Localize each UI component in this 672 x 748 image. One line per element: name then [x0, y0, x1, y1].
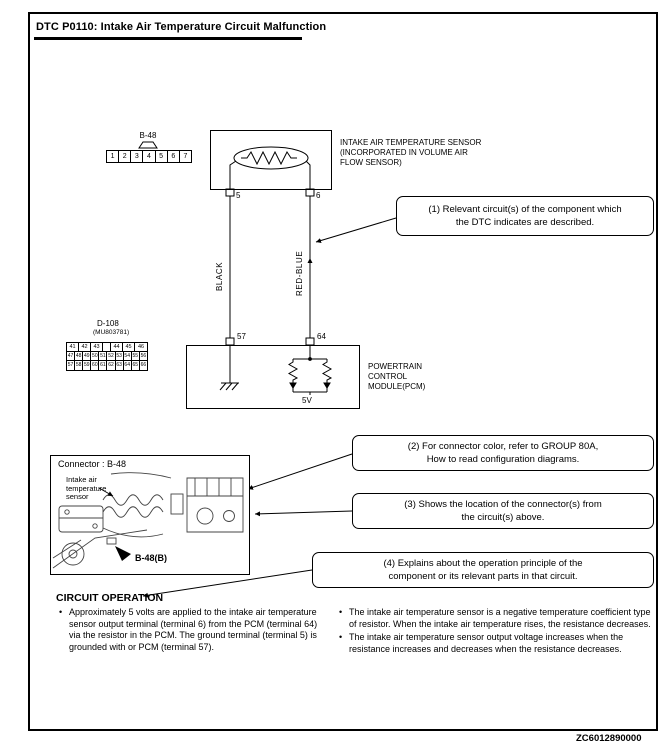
- sensor-location-label: [66, 476, 106, 502]
- pin-number: 48: [75, 353, 82, 359]
- pcm-outline: [186, 345, 360, 409]
- connector-d108-pin-grid: [66, 342, 148, 371]
- pin-number: 65: [132, 362, 139, 368]
- harness-connector: [107, 538, 116, 544]
- circuit-operation-right-column: [338, 607, 654, 657]
- callout-line: (1) Relevant circuit(s) of the component which: [428, 204, 622, 215]
- label-line: temperature: [66, 483, 107, 493]
- bullet-text: The intake air temperature sensor is a negative temperature coefficient type of resistor. When the intake air temperature rises, the resistance decreases.: [349, 607, 651, 629]
- callout-line: component or its relevant parts in that circuit.: [388, 571, 578, 582]
- pin-number: 59: [83, 362, 90, 368]
- pin-number: 63: [116, 362, 122, 368]
- b48-pointer-arrow-icon: [115, 546, 131, 561]
- pin-number: 44: [111, 343, 123, 351]
- d108-pin-row: [67, 343, 147, 352]
- d108-pin-row: [67, 361, 147, 370]
- throttle-body: [171, 494, 183, 514]
- caption-line: MODULE(PCM): [368, 382, 426, 391]
- connector-location-title: Connector : B-48: [58, 459, 127, 469]
- caption-line: CONTROL: [368, 372, 408, 381]
- terminal-64-label: 64: [317, 332, 326, 341]
- pin-number: 54: [124, 353, 130, 359]
- pin-number: 46: [137, 344, 145, 350]
- pin-number: 61: [100, 362, 106, 368]
- pin-number: 62: [108, 362, 114, 368]
- 5v-supply-label: 5V: [302, 396, 312, 405]
- connector-d108-part-number: (MU803781): [93, 329, 130, 336]
- pin-number: 60: [92, 362, 98, 368]
- iat-sensor-caption: [340, 138, 481, 168]
- pin-number: 43: [91, 343, 103, 351]
- pin-number: 64: [124, 362, 130, 368]
- wire-black-label: BLACK: [215, 261, 224, 291]
- callout-line: the circuit(s) above.: [461, 512, 545, 523]
- callout-line: (4) Explains about the operation principle of the: [383, 558, 583, 569]
- pin-number: 49: [83, 353, 90, 359]
- d108-pin-row: [67, 352, 147, 361]
- circuit-operation-left-column: [58, 607, 324, 655]
- pin-number: 45: [123, 343, 135, 351]
- callout-box-3: [352, 493, 654, 529]
- wire-red-blue-label: RED-BLUE: [295, 250, 304, 296]
- label-line: sensor: [66, 492, 89, 501]
- pin-number: 41: [67, 343, 79, 351]
- bullet-item: [338, 607, 654, 630]
- callout-box-4: [312, 552, 654, 588]
- pin-number: 3: [131, 151, 143, 162]
- callout-line: (3) Shows the location of the connector(s) from: [404, 499, 602, 510]
- callout-box-2: [352, 435, 654, 471]
- pin-number: 56: [140, 353, 147, 359]
- title-underline: [34, 37, 302, 40]
- bullet-item: [338, 632, 654, 655]
- pin-number: 57: [67, 362, 74, 368]
- label-line: Intake air: [66, 475, 97, 484]
- doc-code: ZC6012890000: [576, 733, 642, 744]
- connector-d108-label: D-108: [97, 319, 119, 328]
- pin-number: 4: [143, 151, 155, 162]
- callout-line: the DTC indicates are described.: [455, 217, 595, 228]
- caption-line: FLOW SENSOR): [340, 158, 402, 167]
- pin-number: 42: [79, 343, 91, 351]
- pin-number: 66: [140, 362, 147, 368]
- iat-sensor-outline: [210, 130, 332, 190]
- connector-b48-pin-row: [106, 150, 192, 163]
- pin-number: 47: [67, 353, 74, 359]
- bullet-item: [58, 607, 324, 653]
- d108-pin-group: [110, 343, 147, 351]
- pin-number: 1: [107, 151, 119, 162]
- bullet-text: The intake air temperature sensor output voltage increases when the resistance increases and decreases when the resistance decreases.: [349, 632, 624, 654]
- caption-line: (INCORPORATED IN VOLUME AIR: [340, 148, 468, 157]
- circuit-operation-heading: CIRCUIT OPERATION: [56, 592, 164, 604]
- pin-number: 6: [168, 151, 180, 162]
- d108-pin-group: [67, 343, 103, 351]
- terminal-5-label: 5: [236, 191, 241, 200]
- pin-number: 55: [132, 353, 139, 359]
- terminal-57-label: 57: [237, 332, 246, 341]
- terminal-6-label: 6: [316, 191, 321, 200]
- pin-number: 58: [75, 362, 82, 368]
- harness-line: [111, 473, 171, 478]
- bullet-text: Approximately 5 volts are applied to the intake air temperature sensor output terminal (terminal 6) from the PCM (terminal 64) via the resistor in the PCM. The ground terminal (terminal 5) is grounded with or PCM (terminal 57).: [69, 607, 318, 652]
- connector-b48-label: B-48: [139, 131, 157, 140]
- pin-number: 2: [119, 151, 131, 162]
- pin-number: 50: [92, 353, 98, 359]
- pin-number: 51: [100, 353, 106, 359]
- pin-number: 5: [156, 151, 168, 162]
- pin-number: 52: [108, 353, 114, 359]
- caption-line: POWERTRAIN: [368, 362, 423, 371]
- callout-line: How to read configuration diagrams.: [426, 454, 580, 465]
- callout-line: (2) For connector color, refer to GROUP 80A,: [407, 441, 599, 452]
- callout-box-1: [396, 196, 654, 236]
- caption-line: INTAKE AIR TEMPERATURE SENSOR: [340, 138, 482, 147]
- pcm-caption: [368, 362, 425, 392]
- pin-number: 53: [116, 353, 122, 359]
- connector-tag-b48b: B-48(B): [135, 553, 168, 563]
- pin-number: 7: [183, 153, 188, 160]
- page-title: DTC P0110: Intake Air Temperature Circuit Malfunction: [36, 21, 327, 33]
- intake-duct: [103, 495, 163, 506]
